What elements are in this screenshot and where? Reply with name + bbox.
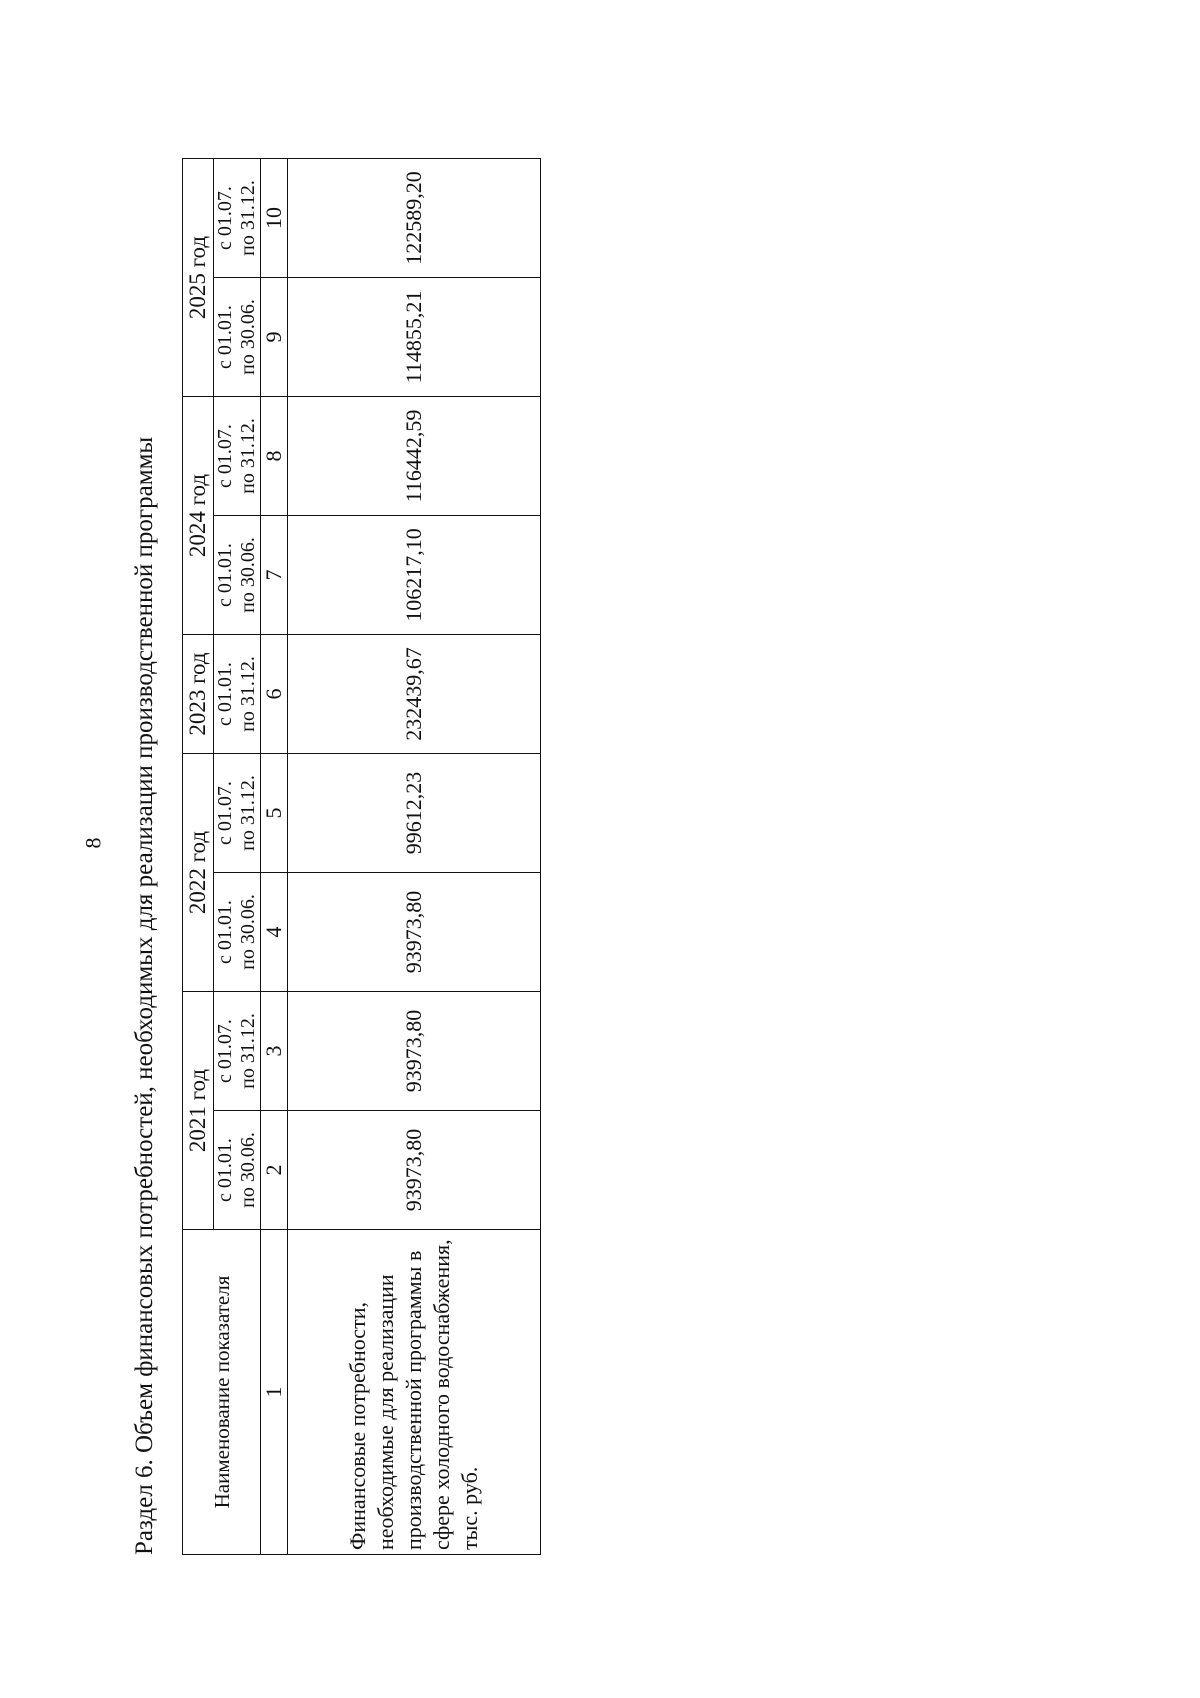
period-from: с 01.01. bbox=[214, 662, 236, 726]
period-from: с 01.01. bbox=[214, 1138, 236, 1202]
rotated-content bbox=[130, 135, 730, 1555]
column-number: 10 bbox=[261, 159, 288, 278]
period-header bbox=[214, 278, 261, 397]
year-2022-header: 2022 год bbox=[183, 754, 214, 992]
indicator-name-cell: Финансовые потребности, необходимые для реализации производственной программы в сфере холодного водоснабжения, тыс. руб. bbox=[288, 1230, 541, 1555]
period-to: по 31.12. bbox=[237, 775, 259, 851]
column-number: 9 bbox=[261, 278, 288, 397]
value-cell: 93973,80 bbox=[288, 873, 541, 992]
column-number: 4 bbox=[261, 873, 288, 992]
period-to: по 30.06. bbox=[237, 537, 259, 613]
value-cell: 232439,67 bbox=[288, 635, 541, 754]
period-from: с 01.01. bbox=[214, 543, 236, 607]
value-cell: 99612,23 bbox=[288, 754, 541, 873]
period-header bbox=[214, 516, 261, 635]
value-cell: 93973,80 bbox=[288, 992, 541, 1111]
value-cell: 93973,80 bbox=[288, 1111, 541, 1230]
period-header bbox=[214, 754, 261, 873]
period-to: по 30.06. bbox=[237, 1132, 259, 1208]
period-from: с 01.07. bbox=[214, 781, 236, 845]
column-number: 8 bbox=[261, 397, 288, 516]
period-from: с 01.07. bbox=[214, 424, 236, 488]
year-2024-header: 2024 год bbox=[183, 397, 214, 635]
financial-needs-table bbox=[182, 158, 541, 1555]
table-row bbox=[288, 159, 541, 1555]
page-number: 8 bbox=[80, 837, 106, 849]
year-header-row bbox=[183, 159, 214, 1555]
financial-needs-table-wrap bbox=[182, 158, 541, 1555]
value-cell: 116442,59 bbox=[288, 397, 541, 516]
period-from: с 01.01. bbox=[214, 305, 236, 369]
column-number: 2 bbox=[261, 1111, 288, 1230]
value-cell: 114855,21 bbox=[288, 278, 541, 397]
column-number: 7 bbox=[261, 516, 288, 635]
value-cell: 106217,10 bbox=[288, 516, 541, 635]
period-to: по 31.12. bbox=[237, 656, 259, 732]
period-to: по 31.12. bbox=[237, 1013, 259, 1089]
period-to: по 31.12. bbox=[237, 180, 259, 256]
period-header bbox=[214, 397, 261, 516]
column-number: 3 bbox=[261, 992, 288, 1111]
column-number-row bbox=[261, 159, 288, 1555]
period-to: по 31.12. bbox=[237, 418, 259, 494]
period-header bbox=[214, 1111, 261, 1230]
year-2025-header: 2025 год bbox=[183, 159, 214, 397]
period-header bbox=[214, 873, 261, 992]
period-to: по 30.06. bbox=[237, 894, 259, 970]
column-number: 6 bbox=[261, 635, 288, 754]
indicator-name-header: Наименование показателя bbox=[183, 1230, 261, 1555]
period-from: с 01.07. bbox=[214, 1019, 236, 1083]
period-to: по 30.06. bbox=[237, 299, 259, 375]
value-cell: 122589,20 bbox=[288, 159, 541, 278]
column-number: 5 bbox=[261, 754, 288, 873]
period-header bbox=[214, 635, 261, 754]
column-number: 1 bbox=[261, 1230, 288, 1555]
year-2021-header: 2021 год bbox=[183, 992, 214, 1230]
section-heading: Раздел 6. Объем финансовых потребностей, необходимых для реализации производственной программы bbox=[131, 436, 158, 1555]
period-header bbox=[214, 159, 261, 278]
period-header bbox=[214, 992, 261, 1111]
period-from: с 01.07. bbox=[214, 186, 236, 250]
period-from: с 01.01. bbox=[214, 900, 236, 964]
year-2023-header: 2023 год bbox=[183, 635, 214, 754]
